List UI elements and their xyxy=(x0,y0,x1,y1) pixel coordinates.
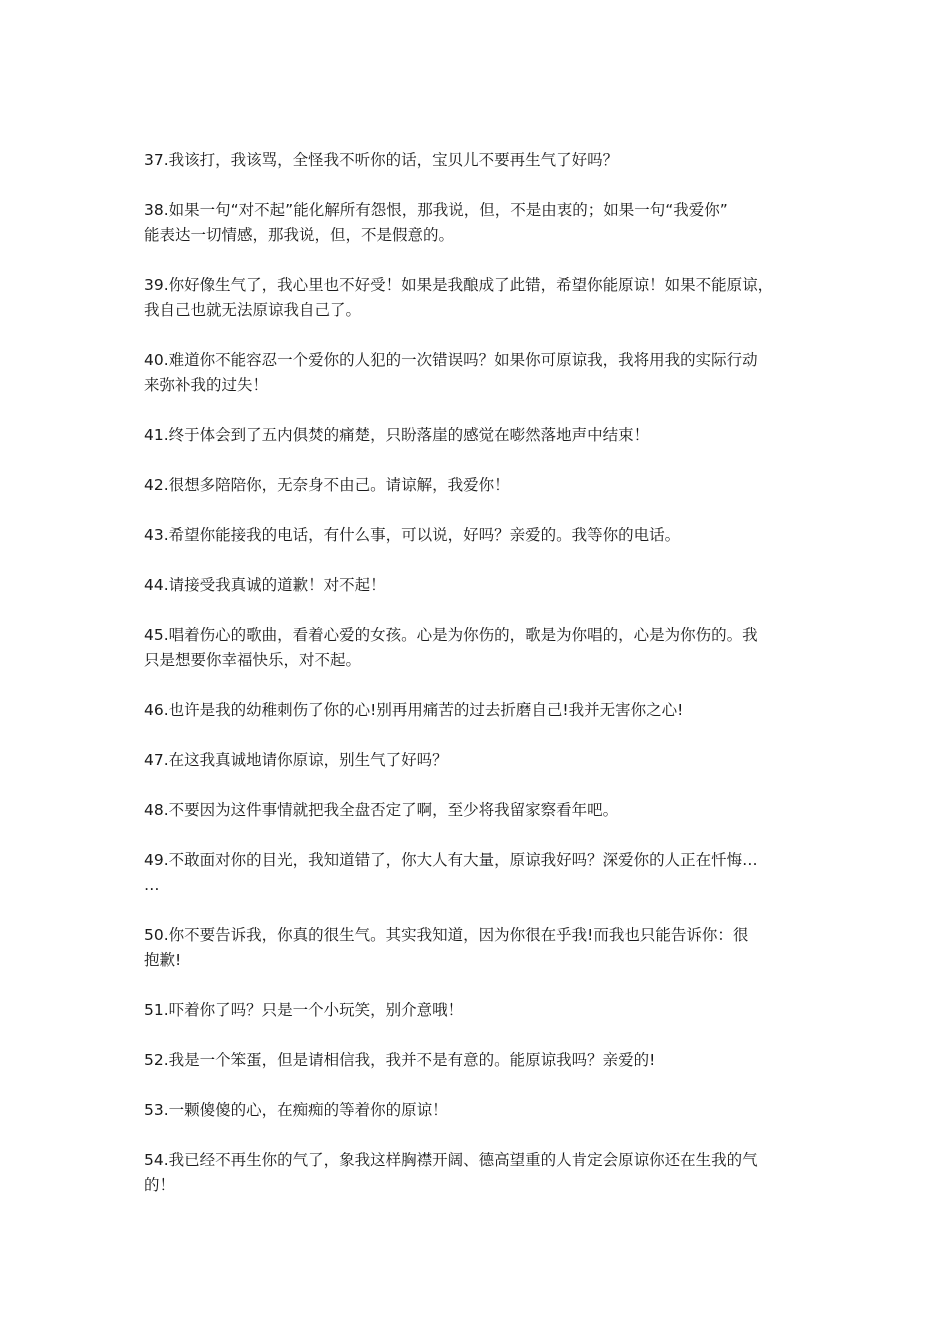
paragraph-line: 49.不敢面对你的目光，我知道错了，你大人有大量，原谅我好吗？深爱你的人正在忏悔… xyxy=(144,851,758,869)
paragraph xyxy=(144,198,816,248)
paragraph xyxy=(144,998,816,1023)
paragraph-line: 我自己也就无法原谅我自己了。 xyxy=(144,301,362,319)
paragraph-line: 52.我是一个笨蛋，但是请相信我，我并不是有意的。能原谅我吗？亲爱的! xyxy=(144,1051,656,1069)
paragraph-line: 只是想要你幸福快乐，对不起。 xyxy=(144,651,362,669)
paragraph xyxy=(144,848,816,898)
paragraph-line: 38.如果一句“对不起”能化解所有怨恨，那我说，但，不是由衷的；如果一句“我爱你” xyxy=(144,201,728,219)
paragraph-line: 44.请接受我真诚的道歉！对不起！ xyxy=(144,576,386,594)
paragraph-line: 的！ xyxy=(144,1176,176,1194)
paragraph-line: 40.难道你不能容忍一个爱你的人犯的一次错误吗？如果你可原谅我，我将用我的实际行动 xyxy=(144,351,758,369)
paragraph xyxy=(144,923,816,973)
paragraph xyxy=(144,798,816,823)
paragraph-line: 53.一颗傻傻的心，在痴痴的等着你的原谅！ xyxy=(144,1101,448,1119)
paragraph xyxy=(144,273,816,323)
paragraph xyxy=(144,748,816,773)
paragraph-line: 47.在这我真诚地请你原谅，别生气了好吗？ xyxy=(144,751,448,769)
paragraph-line: 39.你好像生气了，我心里也不好受！如果是我酿成了此错，希望你能原谅！如果不能原谅， xyxy=(144,276,774,294)
paragraph xyxy=(144,698,816,723)
paragraph-line: 54.我已经不再生你的气了，象我这样胸襟开阔、德高望重的人肯定会原谅你还在生我的气 xyxy=(144,1151,758,1169)
document-body xyxy=(144,148,816,1223)
paragraph-line: … xyxy=(144,876,160,894)
paragraph xyxy=(144,1098,816,1123)
paragraph xyxy=(144,573,816,598)
paragraph-line: 50.你不要告诉我，你真的很生气。其实我知道，因为你很在乎我!而我也只能告诉你：很 xyxy=(144,926,749,944)
paragraph-line: 抱歉! xyxy=(144,951,182,969)
paragraph xyxy=(144,473,816,498)
paragraph-line: 43.希望你能接我的电话，有什么事，可以说，好吗？亲爱的。我等你的电话。 xyxy=(144,526,681,544)
paragraph-line: 45.唱着伤心的歌曲，看着心爱的女孩。心是为你伤的，歌是为你唱的，心是为你伤的。我 xyxy=(144,626,758,644)
paragraph xyxy=(144,623,816,673)
paragraph-line: 46.也许是我的幼稚刺伤了你的心!别再用痛苦的过去折磨自己!我并无害你之心! xyxy=(144,701,684,719)
paragraph xyxy=(144,423,816,448)
paragraph-line: 42.很想多陪陪你，无奈身不由己。请谅解，我爱你！ xyxy=(144,476,510,494)
paragraph-line: 41.终于体会到了五内俱焚的痛楚，只盼落崖的感觉在嘭然落地声中结束！ xyxy=(144,426,650,444)
paragraph xyxy=(144,1048,816,1073)
paragraph xyxy=(144,523,816,548)
paragraph-line: 37.我该打，我该骂，全怪我不听你的话，宝贝儿不要再生气了好吗？ xyxy=(144,151,619,169)
paragraph-line: 来弥补我的过失！ xyxy=(144,376,269,394)
paragraph-line: 48.不要因为这件事情就把我全盘否定了啊，至少将我留家察看年吧。 xyxy=(144,801,619,819)
paragraph xyxy=(144,148,816,173)
paragraph xyxy=(144,348,816,398)
paragraph-line: 能表达一切情感，那我说，但，不是假意的。 xyxy=(144,226,455,244)
paragraph xyxy=(144,1148,816,1198)
paragraph-line: 51.吓着你了吗？只是一个小玩笑，别介意哦！ xyxy=(144,1001,464,1019)
